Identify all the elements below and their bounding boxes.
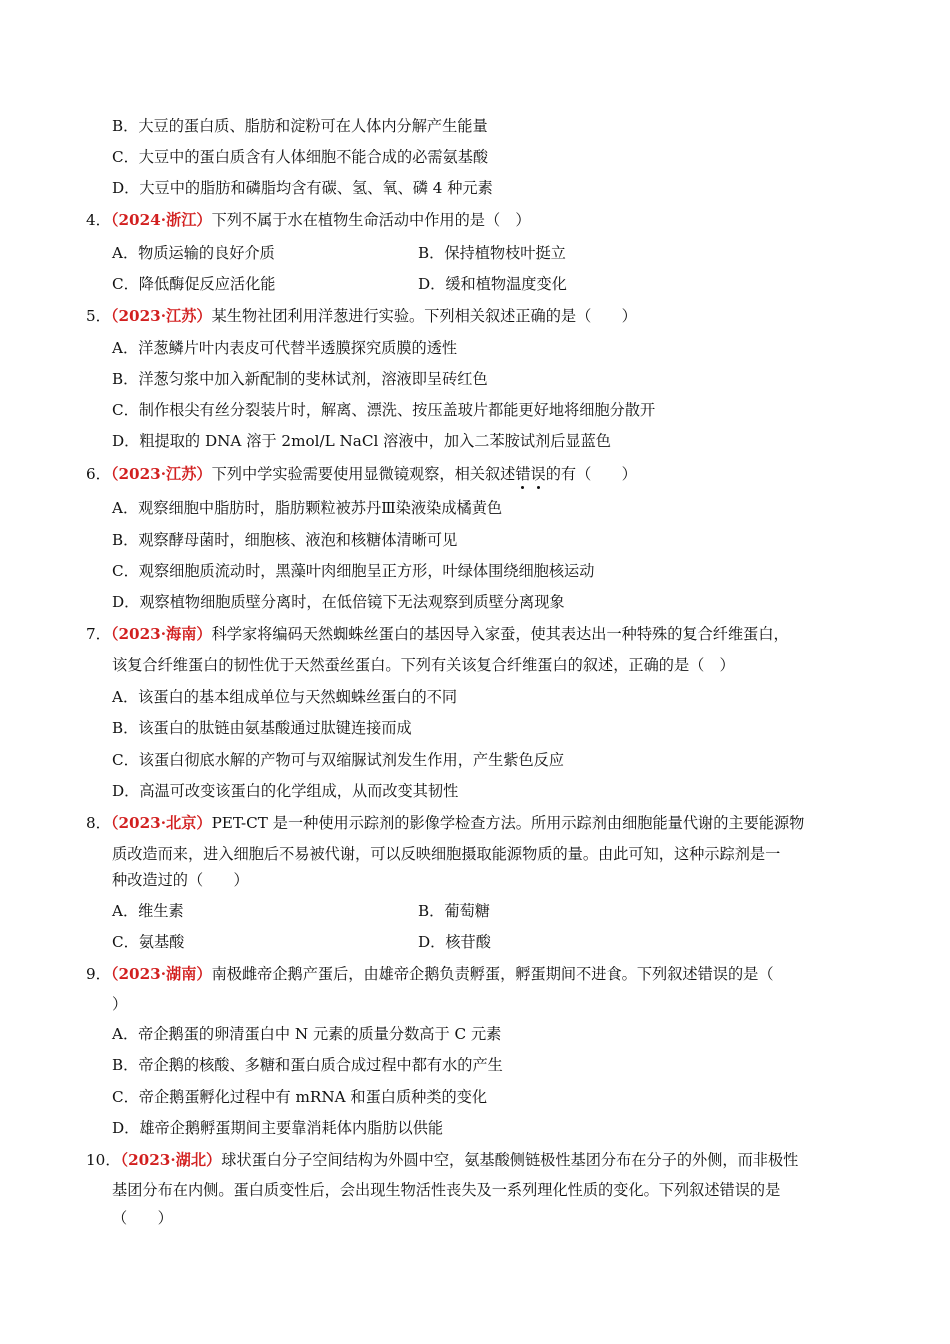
q7-option-c: C．该蛋白彻底水解的产物可与双缩脲试剂发生作用，产生紫色反应 <box>112 751 565 769</box>
q8-stem-line-2: 质改造而来，进入细胞后不易被代谢，可以反映细胞摄取能源物质的量。由此可知，这种示踪剂是一 <box>112 845 781 863</box>
q5-option-a: A．洋葱鳞片叶内表皮可代替半透膜探究质膜的透性 <box>112 339 458 357</box>
q9-stem-line-2: ） <box>112 995 128 1013</box>
q6-stem-post: 的有（ ） <box>545 465 637 483</box>
q9-option-d: D．雄帝企鹅孵蛋期间主要靠消耗体内脂肪以供能 <box>112 1119 444 1137</box>
q4-number: 4． <box>86 211 111 229</box>
q4-source-tag: （2024·浙江） <box>110 211 212 229</box>
q5-option-b: B．洋葱匀浆中加入新配制的斐林试剂，溶液即呈砖红色 <box>112 370 488 388</box>
emphasis-dot <box>537 486 540 489</box>
q5-option-d: D．粗提取的 DNA 溶于 2mol/L NaCl 溶液中，加入二苯胺试剂后显蓝色 <box>112 432 611 450</box>
q7-number: 7． <box>86 625 111 643</box>
q3-option-b: B．大豆的蛋白质、脂肪和淀粉可在人体内分解产生能量 <box>112 117 488 135</box>
q7-option-a: A．该蛋白的基本组成单位与天然蜘蛛丝蛋白的不同 <box>112 688 458 706</box>
q8-stem-line-1 <box>86 813 804 833</box>
q6-emphasis-char-2 <box>531 465 546 483</box>
q7-option-b: B．该蛋白的肽链由氨基酸通过肽键连接而成 <box>112 719 412 737</box>
q6-number: 6． <box>86 465 111 483</box>
q5-source-tag: （2023·江苏） <box>110 307 212 325</box>
q8-stem-line-3: 种改造过的（ ） <box>112 871 249 889</box>
q6-stem-line <box>86 464 637 484</box>
q3-option-d: D．大豆中的脂肪和磷脂均含有碳、氢、氧、磷 4 种元素 <box>112 179 493 197</box>
q8-option-a: A．维生素 <box>112 902 184 920</box>
q7-stem-line-2: 该复合纤维蛋白的韧性优于天然蚕丝蛋白。下列有关该复合纤维蛋白的叙述，正确的是（ ） <box>112 656 735 674</box>
q4-option-c: C．降低酶促反应活化能 <box>112 275 276 293</box>
q7-stem-line-1 <box>86 624 789 644</box>
q10-source-tag: （2023·湖北） <box>120 1151 222 1169</box>
q4-option-a: A．物质运输的良好介质 <box>112 244 275 262</box>
q6-source-tag: （2023·江苏） <box>110 465 212 483</box>
q9-number: 9． <box>86 965 111 983</box>
q9-stem-line-1 <box>86 964 774 984</box>
q8-number: 8． <box>86 814 111 832</box>
q10-number: 10． <box>86 1151 121 1169</box>
q4-stem: 下列不属于水在植物生命活动中作用的是（ ） <box>211 211 531 229</box>
q8-option-d: D．核苷酸 <box>418 933 491 951</box>
q6-stem-pre: 下列中学实验需要使用显微镜观察，相关叙述 <box>211 465 516 483</box>
q4-option-d: D．缓和植物温度变化 <box>418 275 567 293</box>
q5-option-c: C．制作根尖有丝分裂装片时，解离、漂洗、按压盖玻片都能更好地将细胞分散开 <box>112 401 656 419</box>
q8-source-tag: （2023·北京） <box>110 814 212 832</box>
q5-stem: 某生物社团利用洋葱进行实验。下列相关叙述正确的是（ ） <box>211 307 637 325</box>
q7-source-tag: （2023·海南） <box>110 625 212 643</box>
q7-option-d: D．高温可改变该蛋白的化学组成，从而改变其韧性 <box>112 782 459 800</box>
q6-emph-text-1: 错 <box>515 465 531 483</box>
q9-option-c: C．帝企鹅蛋孵化过程中有 mRNA 和蛋白质种类的变化 <box>112 1088 488 1106</box>
q6-option-b: B．观察酵母菌时，细胞核、液泡和核糖体清晰可见 <box>112 531 458 549</box>
q3-option-c: C．大豆中的蛋白质含有人体细胞不能合成的必需氨基酸 <box>112 148 489 166</box>
q7-stem-1: 科学家将编码天然蜘蛛丝蛋白的基因导入家蚕，使其表达出一种特殊的复合纤维蛋白， <box>211 625 789 643</box>
q6-option-c: C．观察细胞质流动时，黑藻叶肉细胞呈正方形，叶绿体围绕细胞核运动 <box>112 562 595 580</box>
emphasis-dot <box>521 486 524 489</box>
q10-stem-1: 球状蛋白分子空间结构为外圆中空，氨基酸侧链极性基团分布在分子的外侧，而非极性 <box>221 1151 799 1169</box>
q4-stem-line <box>86 210 531 230</box>
q5-number: 5． <box>86 307 111 325</box>
q9-source-tag: （2023·湖南） <box>110 965 212 983</box>
q6-option-a: A．观察细胞中脂肪时，脂肪颗粒被苏丹Ⅲ染液染成橘黄色 <box>112 499 503 517</box>
q9-option-b: B．帝企鹅的核酸、多糖和蛋白质合成过程中都有水的产生 <box>112 1056 503 1074</box>
q8-option-b: B．葡萄糖 <box>418 902 490 920</box>
q8-stem-1: PET-CT 是一种使用示踪剂的影像学检查方法。所用示踪剂由细胞能量代谢的主要能源物 <box>211 814 805 832</box>
q6-emph-text-2: 误 <box>530 465 546 483</box>
q10-stem-line-3: （ ） <box>112 1209 173 1227</box>
q4-option-b: B．保持植物枝叶挺立 <box>418 244 566 262</box>
q10-stem-line-2: 基团分布在内侧。蛋白质变性后，会出现生物活性丧失及一系列理化性质的变化。下列叙述错误的是 <box>112 1181 781 1199</box>
q9-stem-1: 南极雌帝企鹅产蛋后，由雄帝企鹅负责孵蛋，孵蛋期间不进食。下列叙述错误的是（ <box>211 965 774 983</box>
q8-option-c: C．氨基酸 <box>112 933 185 951</box>
q10-stem-line-1 <box>86 1150 798 1170</box>
q5-stem-line <box>86 306 637 326</box>
q6-emphasis-char-1 <box>515 465 530 483</box>
q9-option-a: A．帝企鹅蛋的卵清蛋白中 N 元素的质量分数高于 C 元素 <box>112 1025 502 1043</box>
q6-option-d: D．观察植物细胞质壁分离时，在低倍镜下无法观察到质壁分离现象 <box>112 593 565 611</box>
